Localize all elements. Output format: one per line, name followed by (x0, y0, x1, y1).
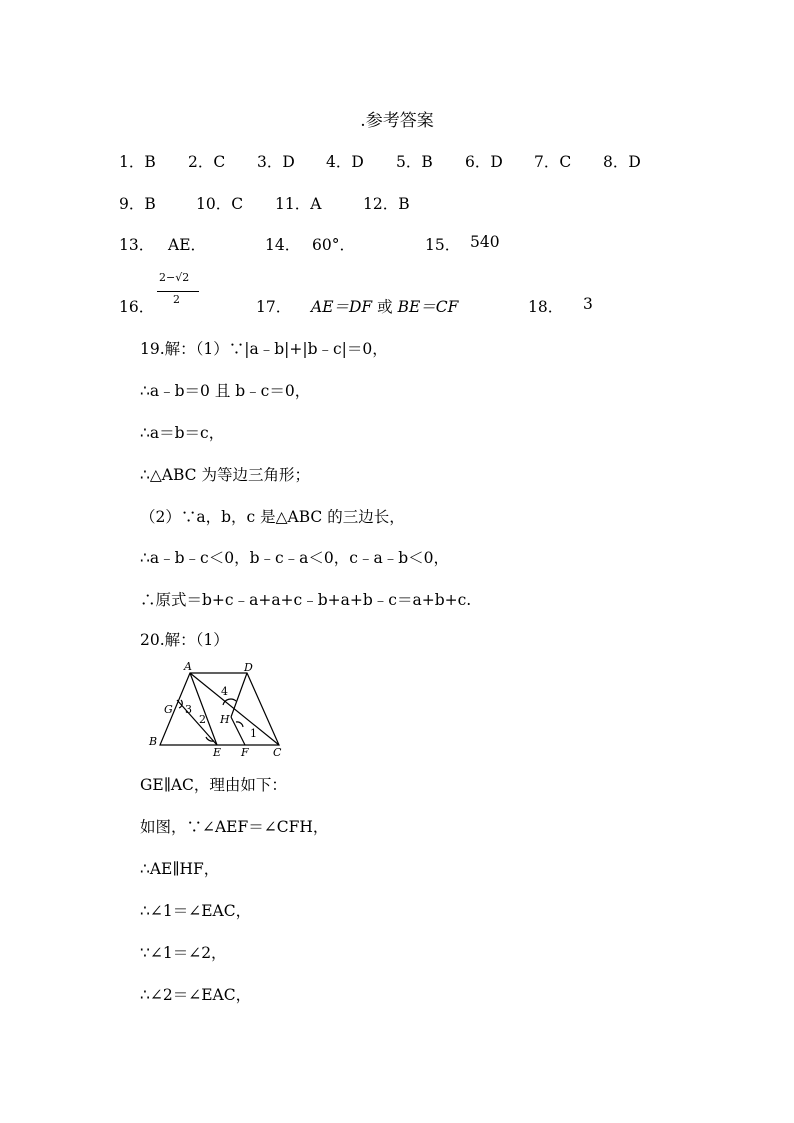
sol19-line-4: ∴△ABC 为等边三角形； (140, 466, 310, 484)
figure-outline (160, 673, 279, 745)
page-title: .参考答案 (360, 111, 434, 131)
sol19-line-5: （2）∵a，b，c 是△ABC 的三边长， (140, 508, 405, 526)
fraction-denominator: 2 (173, 293, 180, 306)
q16-fraction (155, 271, 201, 311)
label-A: A (184, 660, 192, 673)
angle-1-arc (236, 722, 243, 727)
q17-number: 17． (256, 298, 292, 316)
answer-7: 7．C (534, 153, 572, 171)
label-angle-2: 2 (199, 713, 206, 726)
geometry-figure (140, 657, 290, 763)
label-F: F (241, 746, 249, 759)
answer-8: 8．D (603, 153, 641, 171)
label-angle-4: 4 (221, 685, 228, 698)
label-B: B (149, 735, 158, 748)
answer-10: 10．C (196, 195, 244, 213)
q18-number: 18． (528, 298, 564, 316)
q13-answer: AE． (168, 236, 207, 254)
answer-12: 12．B (363, 195, 410, 213)
q17-or: 或 (372, 298, 398, 316)
label-C: C (273, 746, 282, 759)
sol19-line-3: ∴a＝b＝c， (140, 424, 225, 442)
q15-number: 15． (425, 236, 461, 254)
q16-number: 16． (119, 298, 155, 316)
q14-number: 14． (265, 236, 301, 254)
q14-answer: 60°． (312, 236, 355, 254)
answer-4: 4．D (326, 153, 364, 171)
label-D: D (244, 661, 253, 674)
answer-2: 2．C (188, 153, 226, 171)
q15-answer: 540 (470, 233, 500, 251)
label-H: H (220, 713, 230, 726)
q13-number: 13． (119, 236, 155, 254)
answer-5: 5．B (396, 153, 433, 171)
answer-11: 11．A (275, 195, 322, 213)
sol20-line-5: ∴∠1＝∠EAC， (140, 902, 252, 920)
sol19-line-6: ∴a﹣b﹣c＜0，b﹣c﹣a＜0，c﹣a﹣b＜0， (140, 549, 449, 567)
sol19-line-1: 19.解：（1）∵|a﹣b|+|b﹣c|＝0， (140, 340, 388, 358)
label-G: G (164, 703, 173, 716)
answer-1: 1．B (119, 153, 156, 171)
label-angle-1: 1 (250, 727, 257, 740)
sol20-line-3: 如图，∵∠AEF＝∠CFH， (140, 818, 329, 836)
sol20-line-4: ∴AE∥HF， (140, 860, 220, 878)
sol19-line-7: ∴原式＝b+c﹣a+a+c﹣b+a+b﹣c＝a+b+c. (140, 591, 472, 609)
answer-9: 9．B (119, 195, 156, 213)
label-angle-3: 3 (185, 703, 192, 716)
sol20-line-2: GE∥AC，理由如下： (140, 776, 287, 794)
q17-answer-part1: AE＝DF (311, 298, 373, 316)
line-GE (177, 700, 217, 745)
q17-answer-part2: BE＝CF (397, 298, 459, 316)
answer-6: 6．D (465, 153, 503, 171)
label-E: E (213, 746, 222, 759)
q18-answer: 3 (583, 295, 593, 313)
fraction-bar (157, 291, 199, 292)
sol19-line-2: ∴a﹣b＝0 且 b﹣c＝0， (140, 382, 311, 400)
sol20-line-1: 20.解：（1） (140, 631, 229, 649)
angle-4-arc (223, 699, 236, 705)
fraction-numerator: 2−√2 (159, 271, 190, 284)
line-DH (231, 673, 247, 717)
answer-3: 3．D (257, 153, 295, 171)
sol20-line-6: ∵∠1＝∠2， (140, 944, 227, 962)
q17-answer (311, 295, 458, 317)
sol20-line-7: ∴∠2＝∠EAC， (140, 986, 252, 1004)
line-HF (231, 717, 245, 745)
